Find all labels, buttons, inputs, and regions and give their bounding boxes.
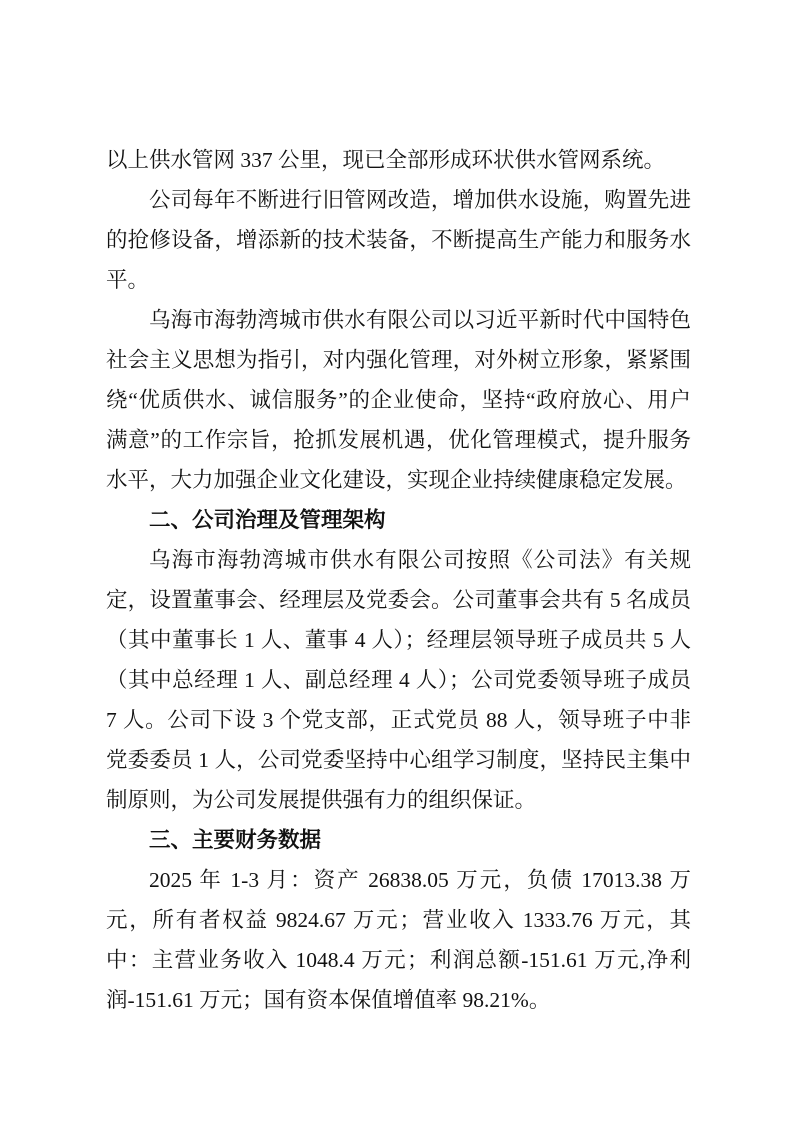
heading-governance-structure: 二、公司治理及管理架构: [149, 508, 386, 532]
paragraph-guiding-ideology: 乌海市海勃湾城市供水有限公司以习近平新时代中国特色社会主义思想为指引，对内强化管理，对外树立形象，紧紧围绕“优质供水、诚信服务”的企业使命，坚持“政府放心、用户满意”的工作宗旨，抢抓发展机遇，优化管理模式，提升服务水平，大力加强企业文化建设，实现企业持续健康稳定发展。: [106, 308, 691, 492]
paragraph-governance-detail: 乌海市海勃湾城市供水有限公司按照《公司法》有关规定，设置董事会、经理层及党委会。公司董事会共有 5 名成员（其中董事长 1 人、董事 4 人）；经理层领导班子成员共 5 人（其中总经理 1 人、副总经理 4 人）；公司党委领导班子成员 7 人。公司下设 3 个党支部，正式党员 88 人，领导班子中非党委委员 1 人，公司党委坚持中心组学习制度，坚持民主集中制原则，为公司发展提供强有力的组织保证。: [106, 548, 691, 812]
paragraph-annual-renovation: 公司每年不断进行旧管网改造，增加供水设施，购置先进的抢修设备，增添新的技术装备，不断提高生产能力和服务水平。: [106, 188, 691, 292]
document-body: [106, 140, 691, 1020]
paragraph-financial-figures: 2025 年 1-3 月：资产 26838.05 万元，负债 17013.38 万元，所有者权益 9824.67 万元；营业收入 1333.76 万元，其中：主营业务收入 1048.4 万元；利润总额-151.61 万元,净利润-151.61 万元；国有资本保值增值率 98.21%。: [106, 868, 691, 1012]
heading-financial-data: 三、主要财务数据: [149, 828, 322, 852]
paragraph-pipeline-network: 以上供水管网 337 公里，现已全部形成环状供水管网系统。: [106, 148, 666, 172]
